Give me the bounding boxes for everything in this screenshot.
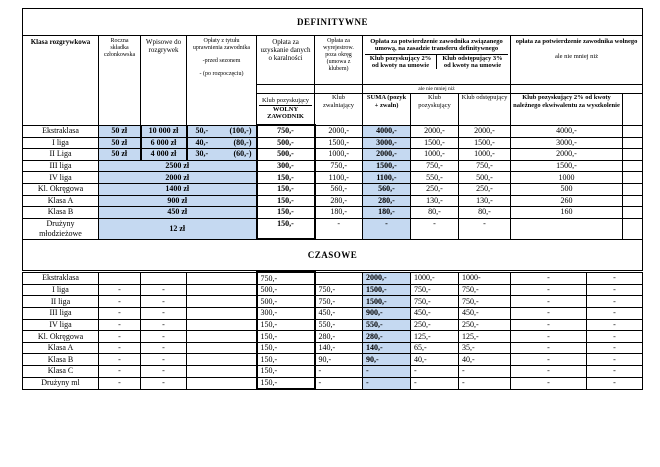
header-klub-poz-2: Klub pozyskujący 2% od kwoty na umowie	[365, 55, 437, 70]
header-po-rozpoczeciu: - (po rozpoczęciu)	[199, 71, 244, 77]
cell-wpisowe: 6 000 zł	[141, 137, 187, 149]
cell-wolny: 150,-	[257, 195, 315, 207]
cell-ekw: 500	[511, 183, 623, 195]
cell-zwal: 280,-	[315, 331, 363, 343]
cell-c	[187, 296, 257, 308]
cell-odst: 80,-	[459, 207, 511, 219]
row-name: IV liga	[23, 172, 99, 184]
cell-zwal: 180,-	[315, 207, 363, 219]
cell-odst: 125,-	[459, 331, 511, 343]
cell-poz: 80,-	[411, 207, 459, 219]
cell-odst: 1500,-	[459, 137, 511, 149]
cell-suma: -	[363, 366, 411, 378]
cell-a: -	[99, 284, 141, 296]
row-name: II Liga	[23, 149, 99, 161]
row-name: Ekstraklasa	[23, 272, 99, 284]
cell-zwal: 750,-	[315, 296, 363, 308]
cell-roczna: 50 zł	[99, 125, 141, 137]
cell-merged-fee: 1400 zł	[99, 183, 257, 195]
cell-a	[99, 272, 141, 284]
cell-wolny: 150,-	[257, 207, 315, 219]
cell-zwal: 750,-	[315, 160, 363, 172]
cell-poz: 750,-	[411, 296, 459, 308]
row-name: Klasa B	[23, 354, 99, 366]
cell-e1: -	[511, 284, 587, 296]
table-row	[23, 342, 643, 354]
header-oplata-potw	[363, 36, 511, 85]
cell-odst: 130,-	[459, 195, 511, 207]
cell-oplaty-p2: (80,-)	[233, 137, 252, 147]
table-row	[23, 160, 643, 172]
cell-odst: 2000,-	[459, 125, 511, 137]
cell-odst: 1000-	[459, 272, 511, 284]
cell-a: -	[99, 308, 141, 320]
cell-zwal: 2000,-	[315, 125, 363, 137]
section-title: DEFINITYWNE	[23, 9, 643, 36]
cell-poz: -	[411, 366, 459, 378]
cell-wolny: 150,-	[257, 183, 315, 195]
cell-poz: 750,-	[411, 284, 459, 296]
table-row	[23, 207, 643, 219]
cell-oplaty	[187, 137, 257, 149]
cell-oplaty	[187, 149, 257, 161]
cell-wolny: 150,-	[257, 342, 315, 354]
section-title: CZASOWE	[23, 239, 643, 271]
section-definitywne	[23, 9, 643, 36]
cell-oplaty-p2: (100,-)	[229, 126, 252, 136]
cell-suma: 1500,-	[363, 160, 411, 172]
cell-odst: 450,-	[459, 308, 511, 320]
cell-b	[141, 272, 187, 284]
cell-e2: -	[587, 342, 643, 354]
cell-wolny: 500,-	[257, 149, 315, 161]
cell-a: -	[99, 377, 141, 389]
cell-a: -	[99, 366, 141, 378]
cell-e1: -	[511, 342, 587, 354]
cell-wolny: 150,-	[257, 218, 315, 239]
cell-e1: -	[511, 354, 587, 366]
cell-poz: 40,-	[411, 354, 459, 366]
header-klub-odst-3: Klub odstępujący 3% od kwoty na umowie	[437, 55, 509, 70]
cell-merged-fee: 450 zł	[99, 207, 257, 219]
cell-ekw: 1500,-	[511, 160, 623, 172]
cell-b: -	[141, 284, 187, 296]
cell-zwal: 1500,-	[315, 137, 363, 149]
cell-e1: -	[511, 366, 587, 378]
cell-c	[187, 377, 257, 389]
table-row	[23, 308, 643, 320]
cell-roczna: 50 zł	[99, 149, 141, 161]
cell-e2: -	[587, 366, 643, 378]
header-klub-odstepujacy: Klub odstępujący	[459, 94, 511, 126]
header-klub-poz-ekw: Klub pozyskujący 2% od kwoty należnego ekwiwalentu za wyszkolenie	[511, 94, 623, 126]
row-name: Drużyny ml	[23, 377, 99, 389]
cell-c	[187, 319, 257, 331]
cell-odst: -	[459, 377, 511, 389]
cell-zwal: 90,-	[315, 354, 363, 366]
table-row	[23, 183, 643, 195]
cell-e1: -	[511, 308, 587, 320]
cell-odst: -	[459, 366, 511, 378]
cell-poz: 750,-	[411, 160, 459, 172]
fee-table	[22, 8, 643, 271]
cell-ekw	[511, 218, 623, 239]
cell-c	[187, 354, 257, 366]
cell-suma: 1100,-	[363, 172, 411, 184]
cell-oplaty	[187, 125, 257, 137]
cell-suma: 560,-	[363, 183, 411, 195]
czasowe-table	[22, 271, 643, 390]
cell-poz: 250,-	[411, 183, 459, 195]
cell-b: -	[141, 331, 187, 343]
cell-zwal: 550,-	[315, 319, 363, 331]
row-name: Klasa A	[23, 342, 99, 354]
cell-suma: 280,-	[363, 331, 411, 343]
cell-roczna: 50 zł	[99, 137, 141, 149]
cell-wolny: 150,-	[257, 172, 315, 184]
cell-suma: 180,-	[363, 207, 411, 219]
row-name: Klasa A	[23, 195, 99, 207]
table-row	[23, 319, 643, 331]
cell-wolny: 150,-	[257, 331, 315, 343]
cell-c	[187, 366, 257, 378]
cell-c	[187, 272, 257, 284]
header-klub-pozyskujacy: Klub pozyskujący	[411, 94, 459, 126]
cell-c	[187, 331, 257, 343]
cell-zwal: -	[315, 218, 363, 239]
cell-wolny: 150,-	[257, 319, 315, 331]
cell-poz: 130,-	[411, 195, 459, 207]
cell-suma: 550,-	[363, 319, 411, 331]
cell-poz: -	[411, 377, 459, 389]
cell-poz: 2000,-	[411, 125, 459, 137]
cell-b: -	[141, 308, 187, 320]
row-name: Kl. Okręgowa	[23, 331, 99, 343]
cell-wolny: 300,-	[257, 308, 315, 320]
cell-wolny: 150,-	[257, 366, 315, 378]
header-klub-zwalniajacy: Klub zwalniający	[315, 94, 363, 126]
cell-suma: 1500,-	[363, 284, 411, 296]
cell-b: -	[141, 354, 187, 366]
cell-zwal: -	[315, 377, 363, 389]
cell-poz: 550,-	[411, 172, 459, 184]
row-name: Ekstraklasa	[23, 125, 99, 137]
cell-ekw: 2000,-	[511, 149, 623, 161]
cell-ekw: 260	[511, 195, 623, 207]
cell-wolny: 150,-	[257, 354, 315, 366]
cell-wpisowe: 10 000 zł	[141, 125, 187, 137]
header-oplata-potw-text: Opłata za potwierdzenie zawodnika związanego umową, na zasadzie transferu definitywnego	[370, 38, 503, 52]
header-wolny-zawodnik: WOLNY ZAWODNIK	[259, 105, 312, 121]
header-oplata-potw-wolnego-text: opłata za potwierdzenie zawodnika wolnego	[515, 38, 638, 45]
cell-oplaty-p1: 40,-	[195, 137, 209, 147]
cell-zwal: 560,-	[315, 183, 363, 195]
cell-poz: 1500,-	[411, 137, 459, 149]
row-name: Klasa B	[23, 207, 99, 219]
cell-odst: 750,-	[459, 160, 511, 172]
cell-odst: -	[459, 218, 511, 239]
cell-merged-fee: 12 zł	[99, 218, 257, 239]
cell-a: -	[99, 319, 141, 331]
header-oplaty-tytulu	[187, 36, 257, 126]
cell-wolny: 150,-	[257, 377, 315, 389]
cell-zwal: -	[315, 366, 363, 378]
header-potw-split	[365, 54, 508, 69]
cell-suma: 4000,-	[363, 125, 411, 137]
cell-ekw: 160	[511, 207, 623, 219]
fee-document	[22, 8, 642, 390]
cell-wolny: 500,-	[257, 296, 315, 308]
row-name: I liga	[23, 284, 99, 296]
cell-odst: 750,-	[459, 284, 511, 296]
cell-e2: -	[587, 319, 643, 331]
cell-suma: 2000,-	[363, 149, 411, 161]
cell-b: -	[141, 366, 187, 378]
cell-merged-fee: 2500 zł	[99, 160, 257, 172]
cell-e1: -	[511, 377, 587, 389]
table-row	[23, 195, 643, 207]
cell-wolny: 500,-	[257, 284, 315, 296]
cell-odst: 250,-	[459, 319, 511, 331]
row-name: I liga	[23, 137, 99, 149]
cell-odst: 35,-	[459, 342, 511, 354]
cell-suma: 90,-	[363, 354, 411, 366]
cell-ekw: 3000,-	[511, 137, 623, 149]
header-row	[23, 36, 643, 85]
cell-b: -	[141, 319, 187, 331]
header-oplata-uzyskanie: Opłata za uzyskanie danych o karalności	[257, 36, 315, 85]
cell-a: -	[99, 331, 141, 343]
row-name: IV liga	[23, 319, 99, 331]
cell-oplaty-p2: (60,-)	[233, 149, 252, 159]
cell-merged-fee: 900 zł	[99, 195, 257, 207]
table-row	[23, 149, 643, 161]
cell-zwal: 1000,-	[315, 149, 363, 161]
cell-e2: -	[587, 331, 643, 343]
cell-wolny: 750,-	[257, 125, 315, 137]
cell-suma: 1500,-	[363, 296, 411, 308]
cell-e2: -	[587, 377, 643, 389]
cell-odst: 40,-	[459, 354, 511, 366]
cell-zwal: 1100,-	[315, 172, 363, 184]
row-name: Klasa C	[23, 366, 99, 378]
header-ale-nie-mniej: ale nie mniej niż	[363, 85, 511, 94]
cell-c	[187, 342, 257, 354]
cell-zwal: 140,-	[315, 342, 363, 354]
cell-e2: -	[587, 284, 643, 296]
table-row	[23, 354, 643, 366]
cell-e1: -	[511, 296, 587, 308]
cell-wolny: 500,-	[257, 137, 315, 149]
cell-suma: 3000,-	[363, 137, 411, 149]
cell-oplaty-p1: 50,-	[195, 126, 209, 136]
cell-a: -	[99, 296, 141, 308]
header-klub-pozysk-wolny: Klub pozyskujący	[261, 97, 310, 105]
cell-odst: 1000,-	[459, 149, 511, 161]
table-row	[23, 137, 643, 149]
header-wpisowe: Wpisowe do rozgrywek	[141, 36, 187, 126]
cell-e2: -	[587, 354, 643, 366]
table-row	[23, 172, 643, 184]
cell-a: -	[99, 342, 141, 354]
cell-c	[187, 308, 257, 320]
row-name: III liga	[23, 308, 99, 320]
cell-wpisowe: 4 000 zł	[141, 149, 187, 161]
cell-zwal: 450,-	[315, 308, 363, 320]
cell-suma: 2000,-	[363, 272, 411, 284]
cell-poz: 250,-	[411, 319, 459, 331]
cell-poz: 65,-	[411, 342, 459, 354]
table-row	[23, 218, 643, 239]
header-klasa: Klasa rozgrywkowa	[23, 36, 99, 126]
cell-a: -	[99, 354, 141, 366]
cell-poz: 450,-	[411, 308, 459, 320]
cell-suma: 140,-	[363, 342, 411, 354]
cell-b: -	[141, 296, 187, 308]
cell-ekw: 4000,-	[511, 125, 623, 137]
cell-c	[187, 284, 257, 296]
header-oplata-potw-wolnego	[511, 36, 643, 85]
cell-zwal: 750,-	[315, 284, 363, 296]
row-name: III liga	[23, 160, 99, 172]
cell-wolny: 300,-	[257, 160, 315, 172]
cell-zwal: 280,-	[315, 195, 363, 207]
cell-e1: -	[511, 272, 587, 284]
cell-b: -	[141, 377, 187, 389]
cell-suma: 280,-	[363, 195, 411, 207]
cell-merged-fee: 2000 zł	[99, 172, 257, 184]
table-row	[23, 366, 643, 378]
cell-oplaty-p1: 30,-	[195, 149, 209, 159]
cell-b: -	[141, 342, 187, 354]
header-suma: SUMA (pozyk + zwaln)	[363, 94, 411, 126]
cell-suma: -	[363, 377, 411, 389]
header-ale-nie-mniej-niz-right: ale nie mniej niż	[554, 53, 599, 60]
cell-e2: -	[587, 296, 643, 308]
table-row	[23, 284, 643, 296]
table-row	[23, 377, 643, 389]
cell-poz: 1000,-	[411, 149, 459, 161]
header-wolny-col	[257, 94, 315, 126]
cell-odst: 250,-	[459, 183, 511, 195]
cell-odst: 500,-	[459, 172, 511, 184]
cell-suma: -	[363, 218, 411, 239]
header-przed-sezonem: -przed sezonem	[202, 58, 241, 64]
row-name: II liga	[23, 296, 99, 308]
header-oplata-wyrejestr: Opłata za wyrejestrow. poza okręg (umowa z klubem)	[315, 36, 363, 85]
row-name: Drużyny młodzieżowe	[23, 218, 99, 239]
table-row	[23, 296, 643, 308]
cell-poz: 1000,-	[411, 272, 459, 284]
row-name: Kl. Okręgowa	[23, 183, 99, 195]
cell-e1: -	[511, 319, 587, 331]
table-row	[23, 125, 643, 137]
cell-poz: -	[411, 218, 459, 239]
header-oplaty-tytulu-text: Opłaty z tytułu uprawnienia zawodnika	[192, 38, 251, 51]
cell-odst: 750,-	[459, 296, 511, 308]
section-czasowe	[23, 239, 643, 271]
cell-poz: 125,-	[411, 331, 459, 343]
table-row	[23, 272, 643, 284]
cell-zwal	[315, 272, 363, 284]
table-row	[23, 331, 643, 343]
cell-wolny: 750,-	[257, 272, 315, 284]
cell-ekw: 1000	[511, 172, 623, 184]
cell-e2: -	[587, 272, 643, 284]
cell-e1: -	[511, 331, 587, 343]
cell-suma: 900,-	[363, 308, 411, 320]
header-roczna: Roczna składka członkowska	[99, 36, 141, 126]
cell-e2: -	[587, 308, 643, 320]
